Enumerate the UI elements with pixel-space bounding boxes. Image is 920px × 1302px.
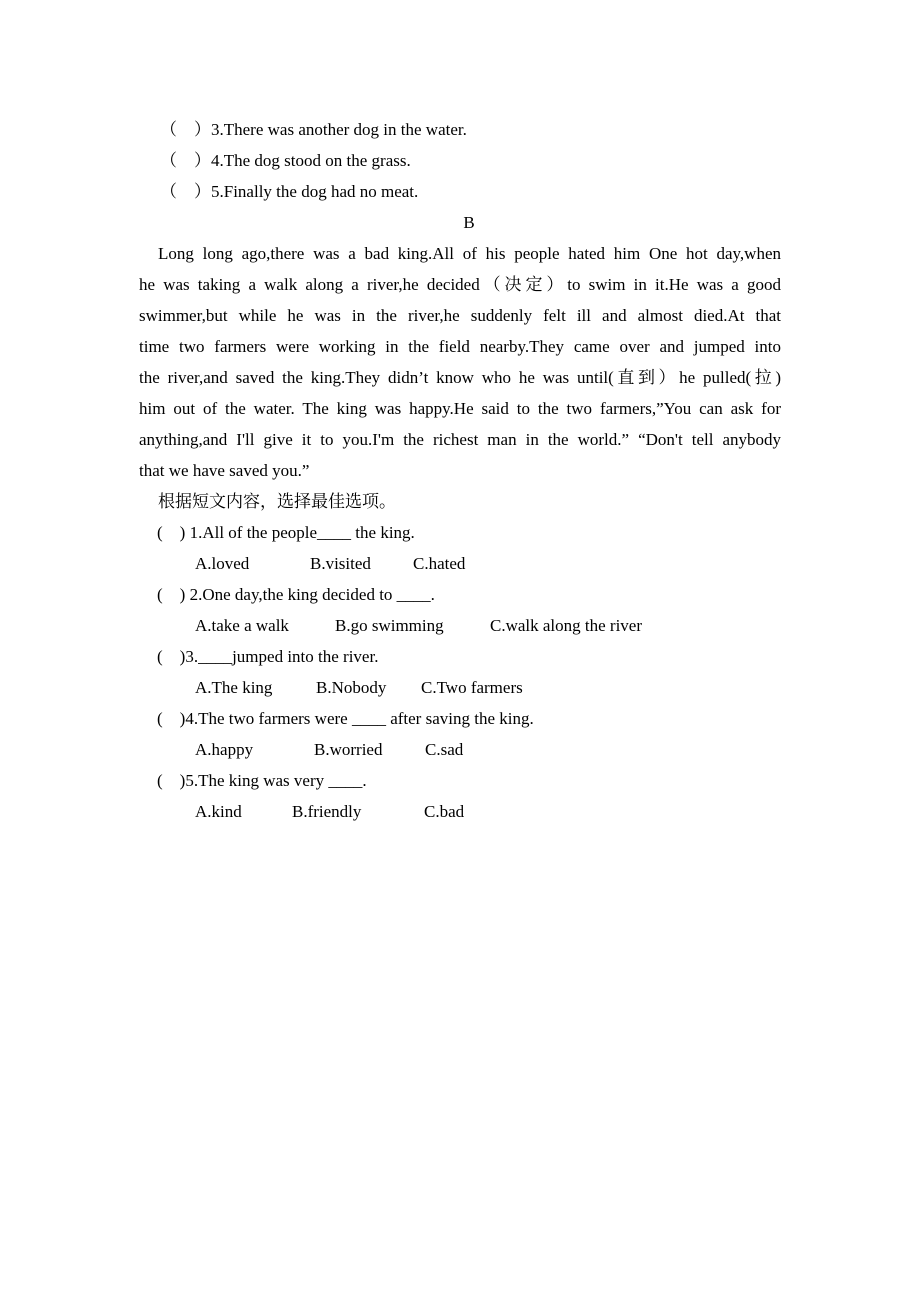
option-c: C.Two farmers <box>421 678 523 697</box>
question <box>157 523 415 543</box>
passage-line: anything,and I'll give it to you.I'm the richest man in the world.” “Don't tell anybody <box>139 430 781 449</box>
question <box>157 647 378 667</box>
question-text: 5.The king was very ____. <box>185 771 367 790</box>
item-text: 3.There was another dog in the water. <box>211 120 467 139</box>
question-text: 1.All of the people____ the king. <box>189 523 415 542</box>
option-a: A.happy <box>195 740 254 759</box>
passage-line: time two farmers were working in the field nearby.They came over and jumped into <box>139 337 781 356</box>
answer-bracket: ( ) <box>157 647 186 666</box>
true-false-item <box>160 182 418 202</box>
answer-bracket: （ ） <box>160 120 211 139</box>
option-c: C.sad <box>425 740 464 759</box>
option-b: B.Nobody <box>316 678 387 697</box>
answer-bracket: ( ) <box>157 771 186 790</box>
answer-bracket: ( ) <box>157 709 186 728</box>
option-c: C.walk along the river <box>490 616 643 635</box>
option-c: C.bad <box>424 802 465 821</box>
option-b: B.friendly <box>292 802 362 821</box>
option-a: A.take a walk <box>195 616 289 635</box>
question <box>157 585 435 605</box>
option-a: A.loved <box>195 554 250 573</box>
answer-bracket: （ ） <box>160 151 211 170</box>
answer-bracket: ( ) <box>157 585 186 604</box>
option-a: A.The king <box>195 678 273 697</box>
passage-line: swimmer,but while he was in the river,he suddenly felt ill and almost died.At that <box>139 306 781 325</box>
item-text: 4.The dog stood on the grass. <box>211 151 411 170</box>
section-title: B <box>463 213 475 232</box>
passage-line: Long long ago,there was a bad king.All of his people hated him One hot day,when <box>158 244 781 263</box>
answer-bracket: （ ） <box>160 182 211 201</box>
option-c: C.hated <box>413 554 466 573</box>
option-b: B.go swimming <box>335 616 444 635</box>
passage-line: he was taking a walk along a river,he decided（决定）to swim in it.He was a good <box>139 275 781 294</box>
option-b: B.worried <box>314 740 383 759</box>
passage-line: the river,and saved the king.They didn’t know who he was until(直到）he pulled(拉) <box>139 368 781 387</box>
instruction: 根据短文内容，选择最佳选项。 <box>158 492 396 511</box>
passage-line: him out of the water. The king was happy.He said to the two farmers,”You can ask for <box>139 399 781 418</box>
true-false-item <box>160 151 411 171</box>
question <box>157 771 367 791</box>
question-text: 4.The two farmers were ____ after saving the king. <box>185 709 534 728</box>
question-text: 3.____jumped into the river. <box>185 647 379 666</box>
option-b: B.visited <box>310 554 371 573</box>
question <box>157 709 534 729</box>
true-false-item <box>160 120 467 140</box>
passage-line: that we have saved you.” <box>139 461 310 480</box>
item-text: 5.Finally the dog had no meat. <box>211 182 419 201</box>
option-a: A.kind <box>195 802 242 821</box>
question-text: 2.One day,the king decided to ____. <box>189 585 435 604</box>
answer-bracket: ( ) <box>157 523 186 542</box>
